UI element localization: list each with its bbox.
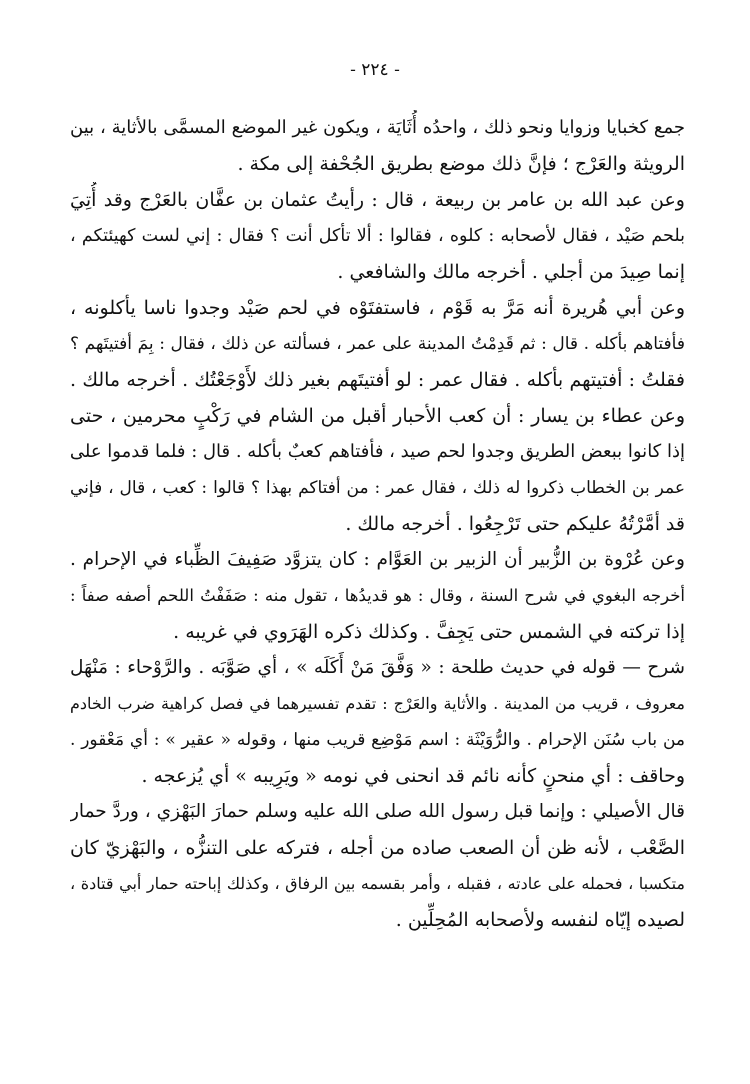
- text-line: فأفتاهم بأكله . قال : ثم قَدِمْتُ المدينة على عمر ، فسألته عن ذلك ، فقال : بِمَ أفتيتَهم ؟: [70, 334, 685, 354]
- text-line: الصَّعْب ، لأنه ظن أن الصعب صاده من أجله ، فتركه على التنزُّه ، والبَهْزيّ كان: [70, 837, 685, 859]
- text-line: وعن عبد الله بن عامر بن ربيعة ، قال : رأيتُ عثمان بن عفَّان بالعَرْج وقد أُتِيَ: [70, 189, 685, 211]
- text-line: فقلتُ : أفتيتهم بأكله . فقال عمر : لو أفتيتَهم بغير ذلك لأَوْجَعْتُك . أخرجه مالك .: [70, 369, 685, 391]
- text-line: متكسبا ، فحمله على عادته ، فقبله ، وأمر بقسمه بين الرفاق ، وكذلك إباحته حمار أبي قتادة ،: [70, 874, 685, 893]
- text-line: أخرجه البغوي في شرح السنة ، وقال : هو قديدُها ، تقول منه : صَفَفْتُ اللحم أصفه صفاً :: [70, 586, 685, 605]
- text-line: إنما صِيدَ من أجلي . أخرجه مالك والشافعي .: [337, 261, 685, 283]
- text-line: شرح — قوله في حديث طلحة : « وَفَّقَ مَنْ أَكَلَه » ، أي صَوَّبَه . والرَّوْحاء : مَنْهَل: [70, 657, 685, 678]
- text-line: قال الأصيلي : وإنما قبل رسول الله صلى الله عليه وسلم حمارَ البَهْزي ، وردَّ حمار: [70, 801, 685, 822]
- page-number: - ٢٢٤ -: [350, 60, 400, 80]
- text-line: عمر بن الخطاب ذكروا له ذلك ، فقال عمر : من أفتاكم بهذا ؟ قالوا : كعب ، قال ، فإني: [70, 478, 685, 498]
- text-line: وعن عطاء بن يسار : أن كعب الأحبار أقبل من الشام في رَكْبٍ محرمين ، حتى: [70, 405, 685, 427]
- text-line: جمع كخبايا وزوايا ونحو ذلك ، واحدُه أُثَايَة ، ويكون غير الموضع المسمَّى بالأثاية ، بين: [70, 117, 685, 138]
- text-line: الرويثة والعَرْج ؛ فإنَّ ذلك موضع بطريق الجُحْفة إلى مكة .: [237, 153, 685, 175]
- text-line: من باب سُنَن الإحرام . والرُّوَيْثَة : اسم مَوْضِع قريب منها ، وقوله « عقير » : أي مَعْقور .: [70, 730, 685, 750]
- text-line: وحاقف : أي منحنٍ كأنه نائم قد انحنى في نومه « ويَرِيبه » أي يُزعجه .: [141, 765, 685, 787]
- text-line: إذا تركته في الشمس حتى يَجِفَّ . وكذلك ذكره الهَرَوي في غريبه .: [173, 621, 685, 643]
- text-line: وعن عُرْوة بن الزُّبير أن الزبير بن العَوَّام : كان يتزوَّد صَفِيفَ الظِّباء في الإحرام .: [70, 549, 685, 570]
- text-line: معروف ، قريب من المدينة . والأثاية والعَرْج : تقدم تفسيرهما في فصل كراهية ضرب الخادم: [70, 694, 685, 713]
- text-line: قد أمَّرْتُهُ عليكم حتى تَرْجِعُوا . أخرجه مالك .: [345, 513, 685, 535]
- page-body-text: [70, 110, 685, 938]
- text-line: لصيده إيّاه لنفسه ولأصحابه المُحِلِّين .: [395, 909, 685, 931]
- text-line: بلحم صَيْد ، فقال لأصحابه : كلوه ، فقالوا : ألا تأكل أنت ؟ فقال : إني لست كهيئتكم ،: [70, 226, 685, 246]
- text-line: وعن أبي هُريرة أنه مَرَّ به قَوْم ، فاستفتَوْه في لحم صَيْد وجدوا ناسا يأكلونه ،: [70, 297, 685, 319]
- text-line: إذا كانوا ببعض الطريق وجدوا لحم صيد ، فأفتاهم كعبٌ بأكله . قال : فلما قدموا على: [70, 441, 685, 462]
